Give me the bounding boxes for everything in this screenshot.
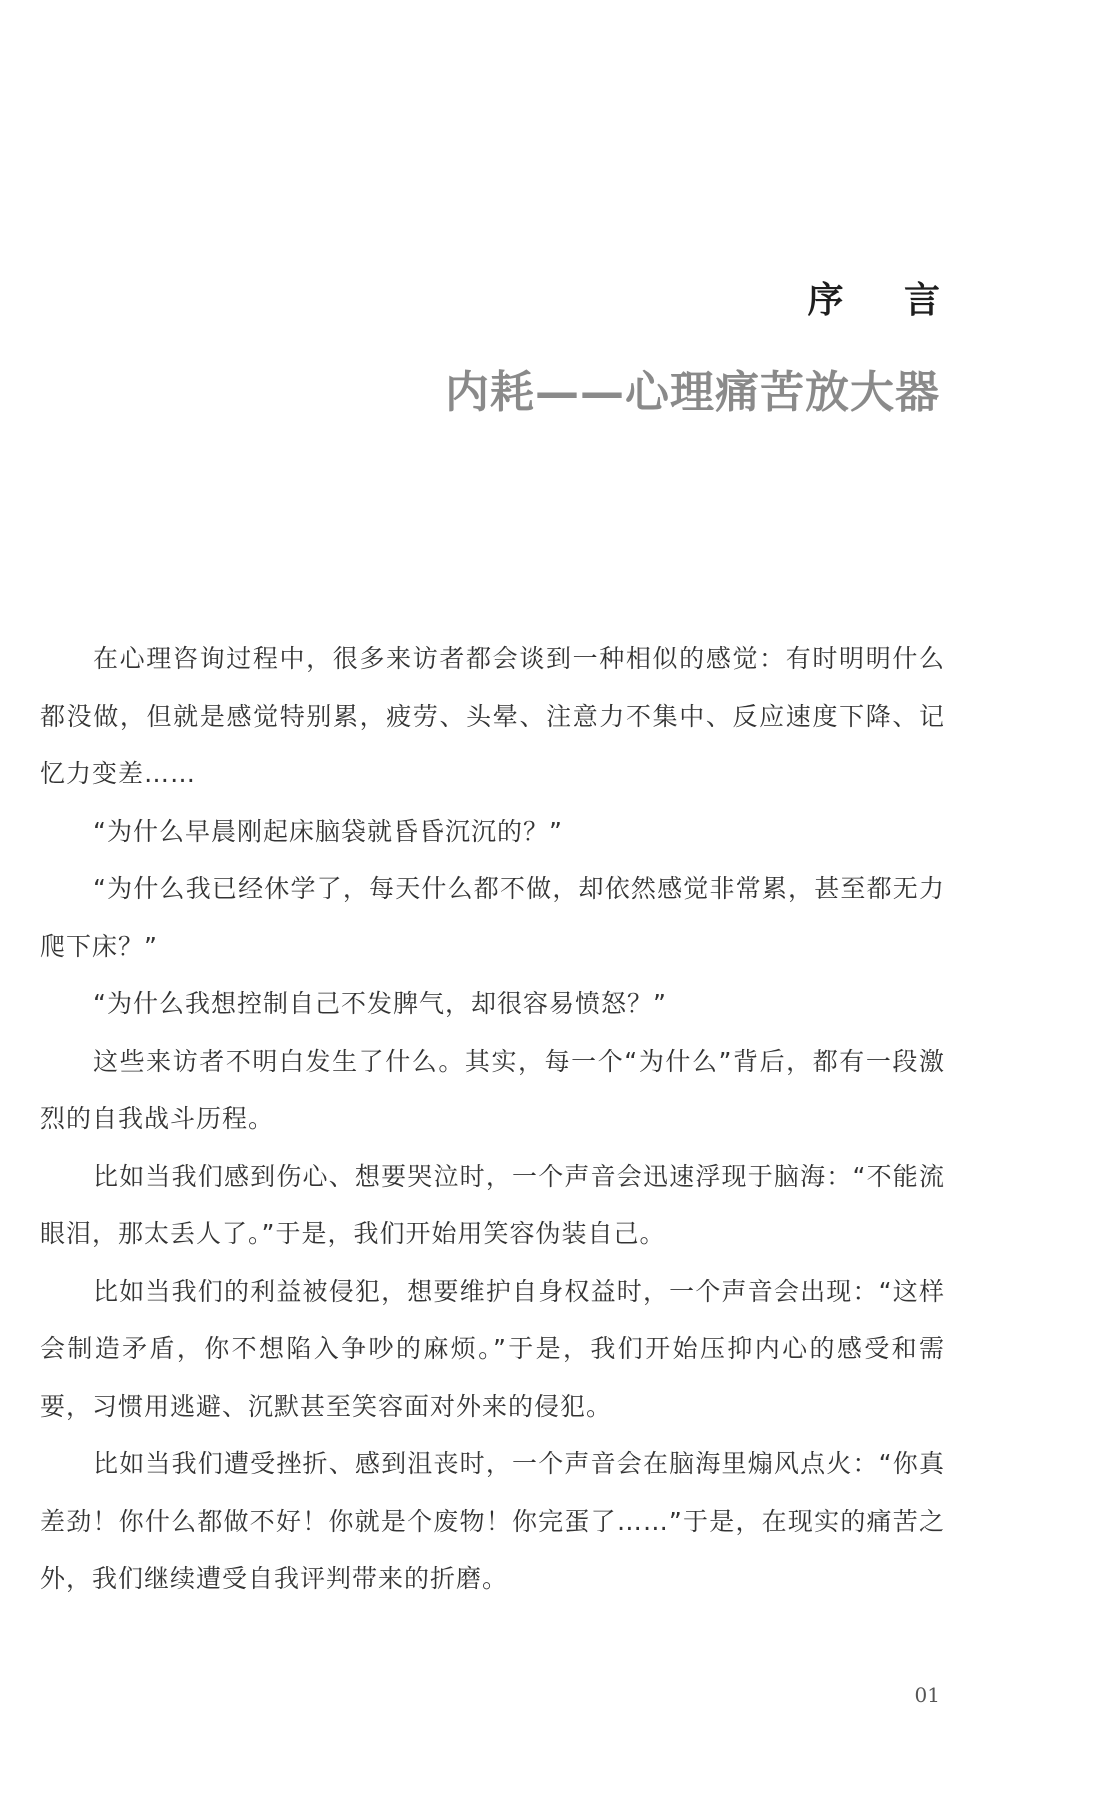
paragraph: 比如当我们遭受挫折、感到沮丧时，一个声音会在脑海里煽风点火：“你真差劲！你什么都做不好！你就是个废物！你完蛋了……”于是，在现实的痛苦之外，我们继续遭受自我评判带来的折磨。 [40,1449,945,1593]
paragraph: “为什么我想控制自己不发脾气，却很容易愤怒？” [93,989,667,1018]
paragraph: 比如当我们的利益被侵犯，想要维护自身权益时，一个声音会出现：“这样会制造矛盾，你不想陷入争吵的麻烦。”于是，我们开始压抑内心的感受和需要，习惯用逃避、沉默甚至笑容面对外来的侵犯。 [40,1276,945,1421]
paragraph: “为什么早晨刚起床脑袋就昏昏沉沉的？” [93,816,563,846]
body-text [40,630,945,1608]
page-number: 01 [914,1683,940,1707]
paragraph: “为什么我已经休学了，每天什么都不做，却依然感觉非常累，甚至都无力爬下床？” [40,874,945,961]
paragraph: 在心理咨询过程中，很多来访者都会谈到一种相似的感觉：有时明明什么都没做，但就是感觉特别累，疲劳、头晕、注意力不集中、反应速度下降、记忆力变差…… [40,644,945,788]
chapter-label: 序 言 [807,279,964,321]
paragraph: 比如当我们感到伤心、想要哭泣时，一个声音会迅速浮现于脑海：“不能流眼泪，那太丢人了。”于是，我们开始用笑容伪装自己。 [40,1161,945,1248]
chapter-title: 内耗——心理痛苦放大器 [445,367,940,418]
paragraph: 这些来访者不明白发生了什么。其实，每一个“为什么”背后，都有一段激烈的自我战斗历程。 [40,1046,945,1133]
